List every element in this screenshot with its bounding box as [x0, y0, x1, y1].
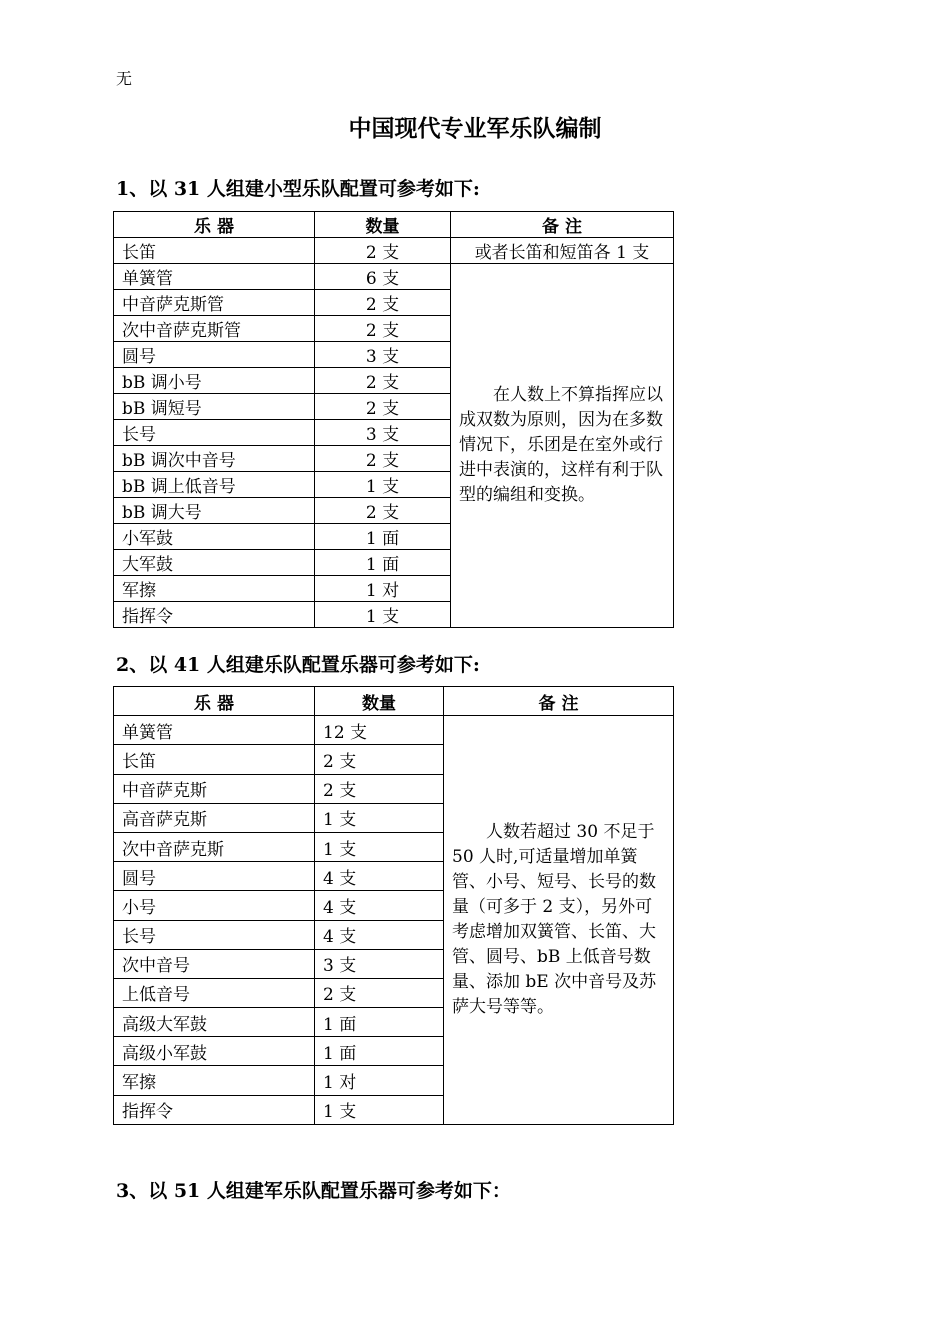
- instrument-cell: 高级大军鼓: [114, 1008, 315, 1037]
- instrument-cell: 长笛: [114, 238, 315, 264]
- page-title: 中国现代专业军乐队编制: [348, 116, 602, 142]
- instrument-cell: 中音萨克斯管: [114, 290, 315, 316]
- remark-cell: 或者长笛和短笛各 1 支: [451, 238, 674, 264]
- col-header-quantity: 数量: [315, 687, 444, 716]
- quantity-cell: 6 支: [315, 264, 451, 290]
- section1-heading: 1、以 31 人组建小型乐队配置可参考如下:: [116, 178, 480, 200]
- quantity-cell: 2 支: [315, 978, 444, 1007]
- quantity-cell: 2 支: [315, 368, 451, 394]
- instrument-cell: 高级小军鼓: [114, 1037, 315, 1066]
- instrument-cell: 圆号: [114, 342, 315, 368]
- table-row: [114, 264, 674, 290]
- quantity-cell: 1 支: [315, 803, 444, 832]
- quantity-cell: 1 面: [315, 1037, 444, 1066]
- col-header-instrument: 乐 器: [114, 212, 315, 238]
- quantity-cell: 2 支: [315, 774, 444, 803]
- col-header-instrument: 乐 器: [114, 687, 315, 716]
- quantity-cell: 2 支: [315, 238, 451, 264]
- instrument-cell: 大军鼓: [114, 550, 315, 576]
- instrument-cell: bB 调上低音号: [114, 472, 315, 498]
- quantity-cell: 2 支: [315, 316, 451, 342]
- instrument-cell: 小号: [114, 891, 315, 920]
- quantity-cell: 4 支: [315, 920, 444, 949]
- quantity-cell: 1 面: [315, 524, 451, 550]
- quantity-cell: 3 支: [315, 949, 444, 978]
- header-mark: 无: [116, 69, 133, 88]
- table-row: [114, 238, 674, 264]
- instrument-cell: 军擦: [114, 1066, 315, 1095]
- instrument-cell: 圆号: [114, 862, 315, 891]
- remark-note: 人数若超过 30 不足于 50 人时,可适量增加单簧管、小号、短号、长号的数量（可多于 2 支），另外可考虑增加双簧管、长笛、大管、圆号、bB 上低音号数量、添加 bE 次中音号及苏萨大号等等。: [444, 716, 674, 1125]
- quantity-cell: 2 支: [315, 290, 451, 316]
- quantity-cell: 1 支: [315, 1095, 444, 1124]
- quantity-cell: 1 支: [315, 602, 451, 628]
- table-row: [114, 716, 674, 745]
- instrument-cell: 小军鼓: [114, 524, 315, 550]
- quantity-cell: 2 支: [315, 446, 451, 472]
- quantity-cell: 2 支: [315, 498, 451, 524]
- table-41-person-band: [113, 686, 674, 1125]
- quantity-cell: 3 支: [315, 342, 451, 368]
- instrument-cell: 中音萨克斯: [114, 774, 315, 803]
- quantity-cell: 1 对: [315, 1066, 444, 1095]
- instrument-cell: 单簧管: [114, 264, 315, 290]
- quantity-cell: 1 对: [315, 576, 451, 602]
- col-header-remarks: 备 注: [451, 212, 674, 238]
- instrument-cell: bB 调小号: [114, 368, 315, 394]
- quantity-cell: 1 面: [315, 1008, 444, 1037]
- table-31-person-band: [113, 211, 674, 628]
- instrument-cell: bB 调短号: [114, 394, 315, 420]
- instrument-cell: 次中音号: [114, 949, 315, 978]
- instrument-cell: 长笛: [114, 745, 315, 774]
- quantity-cell: 4 支: [315, 862, 444, 891]
- quantity-cell: 1 支: [315, 472, 451, 498]
- quantity-cell: 3 支: [315, 420, 451, 446]
- quantity-cell: 1 面: [315, 550, 451, 576]
- instrument-cell: 指挥令: [114, 602, 315, 628]
- instrument-cell: 次中音萨克斯管: [114, 316, 315, 342]
- col-header-quantity: 数量: [315, 212, 451, 238]
- instrument-cell: 长号: [114, 420, 315, 446]
- instrument-cell: 上低音号: [114, 978, 315, 1007]
- quantity-cell: 12 支: [315, 716, 444, 745]
- instrument-cell: 长号: [114, 920, 315, 949]
- col-header-remarks: 备 注: [444, 687, 674, 716]
- quantity-cell: 4 支: [315, 891, 444, 920]
- instrument-cell: 高音萨克斯: [114, 803, 315, 832]
- quantity-cell: 1 支: [315, 832, 444, 861]
- instrument-cell: 军擦: [114, 576, 315, 602]
- instrument-cell: bB 调次中音号: [114, 446, 315, 472]
- quantity-cell: 2 支: [315, 394, 451, 420]
- instrument-cell: bB 调大号: [114, 498, 315, 524]
- instrument-cell: 指挥令: [114, 1095, 315, 1124]
- section2-heading: 2、以 41 人组建乐队配置乐器可参考如下:: [116, 654, 480, 676]
- remark-note: 在人数上不算指挥应以成双数为原则，因为在多数情况下，乐团是在室外或行进中表演的，这样有利于队型的编组和变换。: [451, 264, 674, 628]
- section3-heading: 3、以 51 人组建军乐队配置乐器可参考如下：: [116, 1180, 511, 1202]
- instrument-cell: 单簧管: [114, 716, 315, 745]
- instrument-cell: 次中音萨克斯: [114, 832, 315, 861]
- quantity-cell: 2 支: [315, 745, 444, 774]
